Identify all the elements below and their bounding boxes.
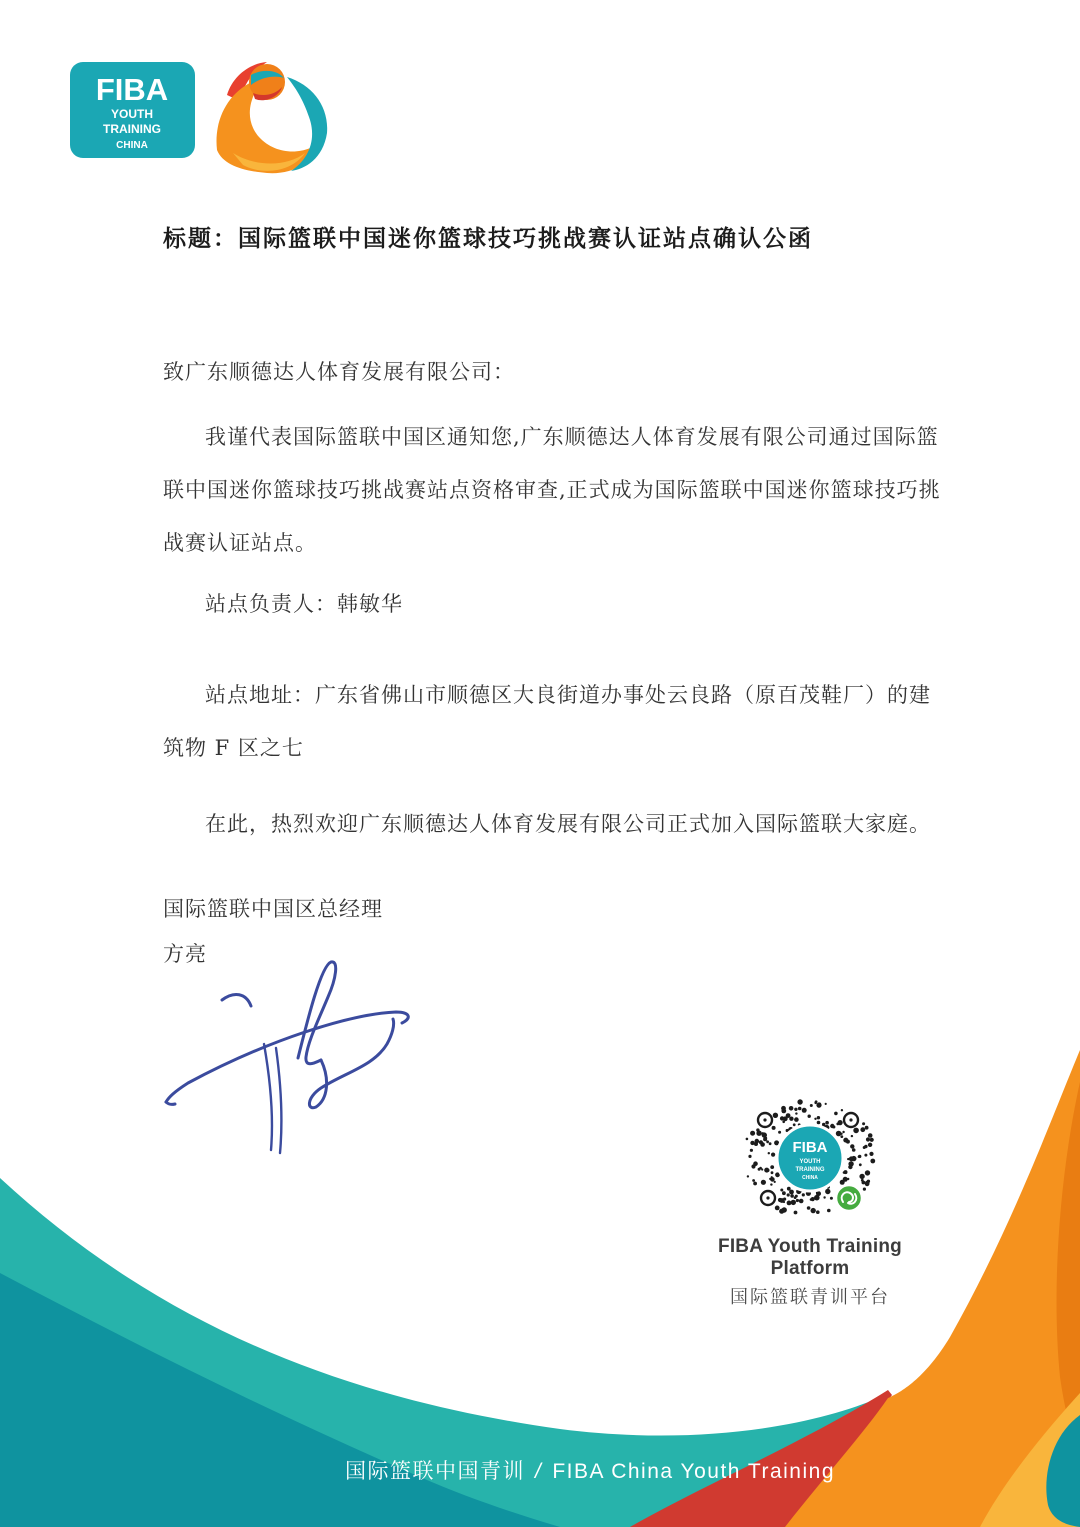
salutation: 致广东顺德达人体育发展有限公司： xyxy=(163,360,515,384)
letter-title: 标题：国际篮联中国迷你篮球技巧挑战赛认证站点确认公函 xyxy=(163,225,813,252)
signer-title: 国际篮联中国区总经理 xyxy=(163,897,383,921)
footer-brand-line xyxy=(345,1455,836,1485)
svg-text:TRAINING: TRAINING xyxy=(795,1167,825,1173)
svg-text:CHINA: CHINA xyxy=(802,1175,818,1181)
letter-body xyxy=(163,222,943,981)
fiba-logo-graphic xyxy=(65,55,335,175)
footer-text-en: FIBA China Youth Training xyxy=(552,1460,836,1483)
footer-separator: / xyxy=(535,1460,543,1483)
logo-text-youth: YOUTH xyxy=(111,107,153,121)
signer-name: 方亮 xyxy=(163,942,207,966)
logo-text-china: CHINA xyxy=(116,140,148,151)
svg-text:YOUTH: YOUTH xyxy=(799,1159,821,1165)
paragraph-site-address: 站点地址：广东省佛山市顺德区大良街道办事处云良路（原百茂鞋厂）的建筑物 F 区之七 xyxy=(163,683,931,760)
logo-text-training: TRAINING xyxy=(103,122,161,136)
logo-text-fiba: FIBA xyxy=(95,72,169,107)
svg-text:FIBA: FIBA xyxy=(792,1139,828,1156)
paragraph-welcome: 在此，热烈欢迎广东顺德达人体育发展有限公司正式加入国际篮联大家庭。 xyxy=(205,812,931,836)
footer-text-zh: 国际篮联中国青训 xyxy=(345,1460,525,1483)
qr-caption-en: FIBA Youth Training Platform xyxy=(718,1236,902,1279)
fiba-swirl-icon xyxy=(216,62,327,173)
paragraph-main: 我谨代表国际篮联中国区通知您,广东顺德达人体育发展有限公司通过国际篮联中国迷你篮球技巧挑战赛站点资格审查,正式成为国际篮联中国迷你篮球技巧挑战赛认证站点。 xyxy=(163,425,941,555)
fiba-youth-training-logo xyxy=(65,55,335,175)
paragraph-site-leader: 站点负责人：韩敏华 xyxy=(205,592,403,616)
qr-caption-zh: 国际篮联青训平台 xyxy=(730,1287,890,1307)
